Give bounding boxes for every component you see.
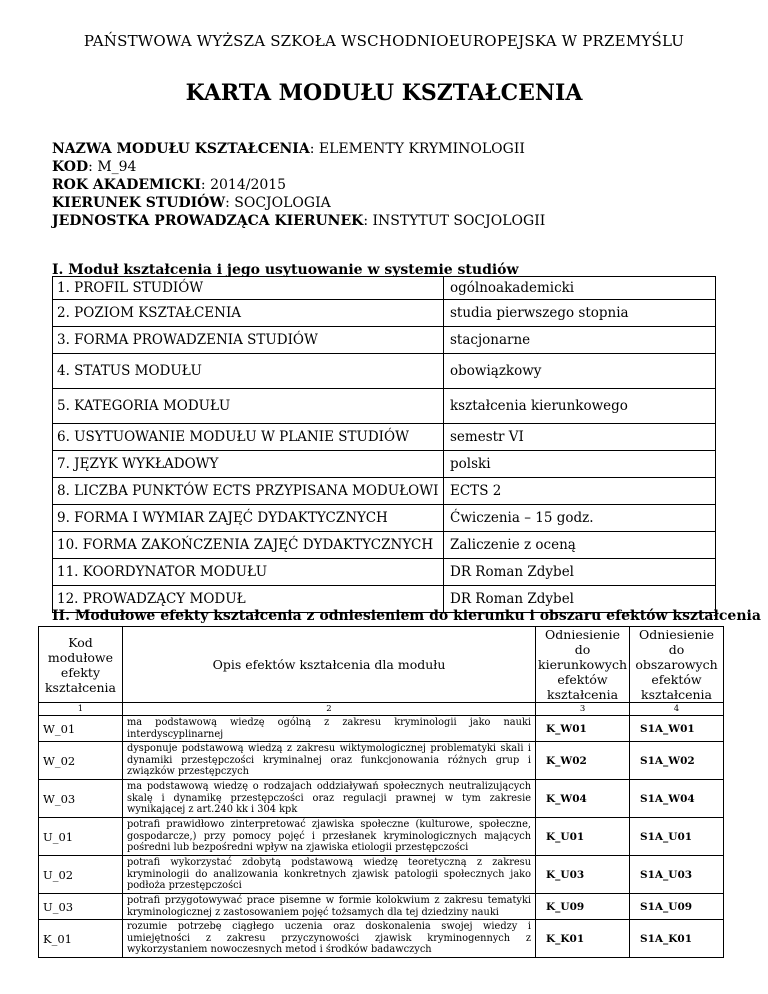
row-label: 3. FORMA PROWADZENIA STUDIÓW (53, 327, 444, 354)
outcome-code: U_03 (39, 894, 123, 920)
header-area-reference: Odniesienie do obszarowych efektów kształcenia (630, 627, 724, 703)
row-label: 9. FORMA I WYMIAR ZAJĘĆ DYDAKTYCZNYCH (53, 505, 444, 532)
outcome-description: ma podstawową wiedzę o rodzajach oddziaływań społecznych neutralizujących skalę i dynamikę przestępczości oraz regulacji prawnej w tym zakresie wynikającej z art.240 kk i 304 kpk (122, 780, 535, 818)
header-code: Kod modułowe efekty kształcenia (39, 627, 123, 703)
outcome-code: U_01 (39, 818, 123, 856)
meta-value: SOCJOLOGIA (234, 195, 331, 211)
table-row (53, 424, 716, 451)
field-outcome-code: K_U03 (536, 856, 630, 894)
field-outcome-code: K_K01 (536, 920, 630, 958)
row-value: ECTS 2 (444, 478, 716, 505)
meta-separator: : (225, 195, 235, 211)
column-number: 2 (122, 703, 535, 716)
meta-row (52, 140, 545, 158)
field-outcome-code: K_W02 (536, 742, 630, 780)
field-outcome-code: K_W04 (536, 780, 630, 818)
outcome-description: dysponuje podstawową wiedzą z zakresu wiktymologicznej problematyki skali i dynamiki przestępczości kryminalnej oraz funkcjonowania różnych grup i związków przestępczych (122, 742, 535, 780)
table-row (39, 856, 724, 894)
outcome-description: ma podstawową wiedzę ogólną z zakresu kryminologii jako nauki interdyscyplinarnej (122, 716, 535, 742)
section-1-title: I. Moduł kształcenia i jego usytuowanie w systemie studiów (52, 262, 519, 278)
header-field-reference: Odniesienie do kierunkowych efektów kształcenia (536, 627, 630, 703)
page-title: KARTA MODUŁU KSZTAŁCENIA (185, 80, 583, 106)
outcome-code: W_01 (39, 716, 123, 742)
column-number: 3 (536, 703, 630, 716)
meta-label: ROK AKADEMICKI (52, 177, 201, 193)
table-row (53, 505, 716, 532)
table-row (53, 354, 716, 389)
area-outcome-code: S1A_W01 (630, 716, 724, 742)
area-outcome-code: S1A_K01 (630, 920, 724, 958)
field-outcome-code: K_U01 (536, 818, 630, 856)
meta-row (52, 194, 545, 212)
learning-outcomes-table (38, 626, 724, 958)
meta-row (52, 176, 545, 194)
table-row (53, 327, 716, 354)
university-name: PAŃSTWOWA WYŻSZA SZKOŁA WSCHODNIOEUROPEJSKA W PRZEMYŚLU (83, 32, 685, 50)
section-2-title: II. Modułowe efekty kształcenia z odniesieniem do kierunku i obszaru efektów kształcenia (52, 608, 761, 624)
table-row (39, 716, 724, 742)
outcome-code: W_02 (39, 742, 123, 780)
row-value: studia pierwszego stopnia (444, 300, 716, 327)
table-row (39, 894, 724, 920)
row-label: 6. USYTUOWANIE MODUŁU W PLANIE STUDIÓW (53, 424, 444, 451)
table-row (53, 532, 716, 559)
field-outcome-code: K_W01 (536, 716, 630, 742)
meta-separator: : (200, 177, 211, 193)
row-label: 8. LICZBA PUNKTÓW ECTS PRZYPISANA MODUŁOWI (53, 478, 444, 505)
table-row (53, 451, 716, 478)
outcome-code: W_03 (39, 780, 123, 818)
outcome-description: potrafi prawidłowo zinterpretować zjawiska społeczne (kulturowe, społeczne, gospodarcze,) przy pomocy pojęć i przesłanek kryminologicznych mających pośredni lub bezpośredni wpływ na zjawiska etiologii przestępczości (122, 818, 535, 856)
outcome-code: K_01 (39, 920, 123, 958)
column-number-row (39, 703, 724, 716)
table-row (53, 277, 716, 300)
table-row (53, 559, 716, 586)
meta-separator: : (363, 213, 373, 229)
meta-label: NAZWA MODUŁU KSZTAŁCENIA (52, 141, 310, 157)
area-outcome-code: S1A_U09 (630, 894, 724, 920)
row-label: 5. KATEGORIA MODUŁU (53, 389, 444, 424)
table-row (39, 780, 724, 818)
row-label: 12. PROWADZĄCY MODUŁ (53, 586, 444, 613)
area-outcome-code: S1A_U01 (630, 818, 724, 856)
row-label: 4. STATUS MODUŁU (53, 354, 444, 389)
column-number: 1 (39, 703, 123, 716)
row-value: Zaliczenie z oceną (444, 532, 716, 559)
row-label: 2. POZIOM KSZTAŁCENIA (53, 300, 444, 327)
module-info-table (52, 276, 716, 613)
outcome-description: potrafi wykorzystać zdobytą podstawową wiedzę teoretyczną z zakresu kryminologii do analizowania konkretnych zjawisk patologii społecznych jako podłoża przestępczości (122, 856, 535, 894)
module-metadata (52, 140, 545, 230)
column-number: 4 (630, 703, 724, 716)
row-label: 7. JĘZYK WYKŁADOWY (53, 451, 444, 478)
outcome-description: potrafi przygotowywać prace pisemne w formie kolokwium z zakresu tematyki kryminologicznej z zastosowaniem pojęć tożsamych dla tej dziedziny nauki (122, 894, 535, 920)
row-value: kształcenia kierunkowego (444, 389, 716, 424)
table-row (39, 818, 724, 856)
row-value: obowiązkowy (444, 354, 716, 389)
row-value: Ćwiczenia – 15 godz. (444, 505, 716, 532)
area-outcome-code: S1A_U03 (630, 856, 724, 894)
row-label: 1. PROFIL STUDIÓW (53, 277, 444, 300)
row-value: polski (444, 451, 716, 478)
table-row (53, 389, 716, 424)
meta-row (52, 158, 545, 176)
meta-row (52, 212, 545, 230)
row-label: 11. KOORDYNATOR MODUŁU (53, 559, 444, 586)
meta-value: M_94 (97, 159, 137, 175)
field-outcome-code: K_U09 (536, 894, 630, 920)
area-outcome-code: S1A_W02 (630, 742, 724, 780)
row-value: DR Roman Zdybel (444, 559, 716, 586)
meta-value: ELEMENTY KRYMINOLOGII (318, 141, 525, 157)
table-row (39, 742, 724, 780)
row-value: DR Roman Zdybel (444, 586, 716, 613)
area-outcome-code: S1A_W04 (630, 780, 724, 818)
table-row (53, 300, 716, 327)
meta-value: INSTYTUT SOCJOLOGII (372, 213, 546, 229)
meta-label: JEDNOSTKA PROWADZĄCA KIERUNEK (52, 213, 364, 229)
meta-separator: : (309, 141, 319, 157)
table-header-row (39, 627, 724, 703)
meta-value: 2014/2015 (210, 177, 287, 193)
row-value: ogólnoakademicki (444, 277, 716, 300)
table-row (39, 920, 724, 958)
table-row (53, 478, 716, 505)
meta-separator: : (88, 159, 98, 175)
row-label: 10. FORMA ZAKOŃCZENIA ZAJĘĆ DYDAKTYCZNYCH (53, 532, 444, 559)
header-description: Opis efektów kształcenia dla modułu (122, 627, 535, 703)
outcome-code: U_02 (39, 856, 123, 894)
row-value: semestr VI (444, 424, 716, 451)
outcome-description: rozumie potrzebę ciągłego uczenia oraz doskonalenia swojej wiedzy i umiejętności z zakresu przyczynowości zjawisk kryminogennych z wykorzystaniem nowoczesnych metod i środków badawczych (122, 920, 535, 958)
row-value: stacjonarne (444, 327, 716, 354)
meta-label: KIERUNEK STUDIÓW (52, 195, 226, 211)
meta-label: KOD (52, 159, 89, 175)
